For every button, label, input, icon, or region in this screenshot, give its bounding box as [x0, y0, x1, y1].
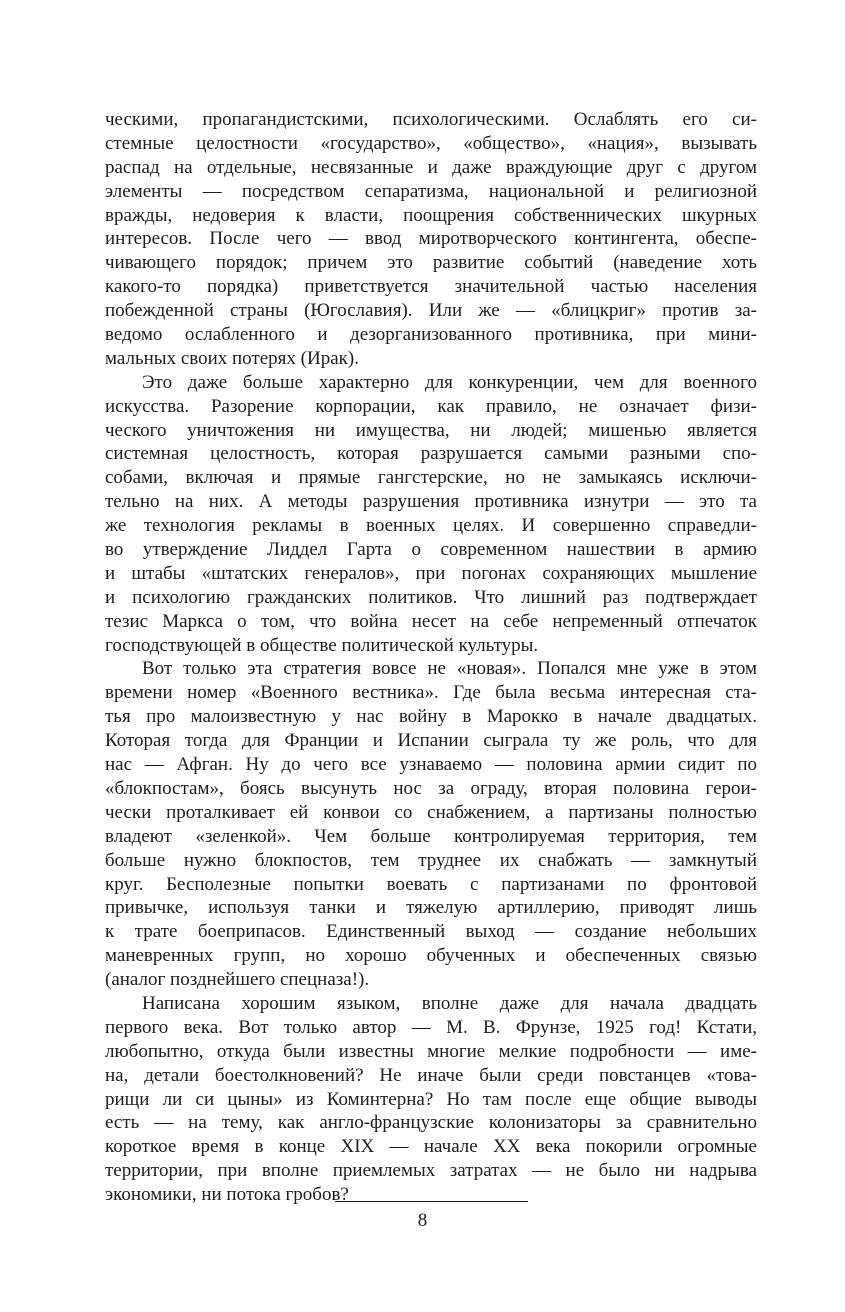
- paragraph: [105, 992, 757, 1207]
- text-line: чивающего порядок; причем это развитие событий (наведение хоть: [105, 252, 757, 274]
- text-line: и психологию гражданских политиков. Что лишний раз подтверждает: [105, 586, 757, 608]
- paragraph: [105, 657, 757, 991]
- text-line: стемные целостности «государство», «общество», «нация», вызывать: [105, 132, 757, 154]
- text-line: маневренных групп, но хорошо обученных и обеспеченных связью: [105, 945, 757, 967]
- text-line: же технология рекламы в военных целях. И совершенно справедли-: [105, 515, 757, 537]
- text-line: первого века. Вот только автор — М. В. Фрунзе, 1925 год! Кстати,: [105, 1016, 757, 1038]
- text-line: интересов. После чего — ввод миротворческого контингента, обеспе-: [105, 228, 757, 250]
- text-line: системная целостность, которая разрушается самыми разными спо-: [105, 443, 757, 465]
- text-line: нас — Афган. Ну до чего все узнаваемо — половина армии сидит по: [105, 754, 757, 776]
- text-line: есть — на тему, как англо-французские колонизаторы за сравнительно: [105, 1112, 757, 1134]
- text-line: Которая тогда для Франции и Испании сыграла ту же роль, что для: [105, 730, 757, 752]
- text-line: привычке, используя танки и тяжелую артиллерию, приводят лишь: [105, 897, 757, 919]
- text-line: мальных своих потерях (Ирак).: [105, 347, 359, 369]
- text-line: Написана хорошим языком, вполне даже для начала двадцать: [142, 992, 757, 1014]
- text-line: «блокпостам», боясь высунуть нос за ограду, вторая половина герои-: [105, 777, 757, 799]
- text-line: экономики, ни потока гробов?: [105, 1184, 349, 1206]
- text-line: вражды, недоверия к власти, поощрения собственнических шкурных: [105, 204, 757, 226]
- text-line: тезис Маркса о том, что война несет на себе непременный отпечаток: [105, 610, 757, 632]
- text-line: короткое время в конце XIX — начале XX века покорили огромные: [105, 1136, 757, 1158]
- text-line: Это даже больше характерно для конкуренции, чем для военного: [142, 371, 757, 393]
- paragraph: [105, 371, 757, 658]
- text-line: какого-то порядка) приветствуется значительной частью населения: [105, 276, 757, 298]
- text-line: Вот только эта стратегия вовсе не «новая». Попался мне уже в этом: [142, 658, 757, 680]
- text-line: ведомо ослабленного и дезорганизованного противника, при мини-: [105, 324, 757, 346]
- text-line: ческого уничтожения ни имущества, ни людей; мишенью является: [105, 419, 757, 441]
- text-line: элементы — посредством сепаратизма, национальной и религиозной: [105, 180, 757, 202]
- page-number: 8: [417, 1210, 428, 1231]
- text-line: тельно на них. А методы разрушения противника изнутри — это та: [105, 491, 757, 513]
- text-line: чески проталкивает ей конвои со снабжением, а партизаны полностью: [105, 801, 757, 823]
- text-line: времени номер «Военного вестника». Где была весьма интересная ста-: [105, 682, 757, 704]
- text-line: к трате боеприпасов. Единственный выход — создание небольших: [105, 921, 757, 943]
- text-line: на, детали боестолкновений? Не иначе были среди повстанцев «това-: [105, 1064, 757, 1086]
- text-line: круг. Бесполезные попытки воевать с партизанами по фронтовой: [105, 873, 757, 895]
- footer-rule: [335, 1201, 528, 1202]
- text-line: собами, включая и прямые гангстерские, но не замыкаясь исключи-: [105, 467, 757, 489]
- text-line: во утверждение Лиддел Гарта о современном нашествии в армию: [105, 539, 757, 561]
- paragraph: [105, 108, 757, 371]
- text-line: любопытно, откуда были известны многие мелкие подробности — име-: [105, 1040, 757, 1062]
- text-line: искусства. Разорение корпорации, как правило, не означает физи-: [105, 395, 757, 417]
- text-line: территории, при вполне приемлемых затратах — не было ни надрыва: [105, 1160, 757, 1182]
- text-line: ческими, пропагандистскими, психологическими. Ослаблять его си-: [105, 109, 757, 130]
- text-line: (аналог позднейшего спецназа!).: [105, 969, 370, 991]
- text-line: и штабы «штатских генералов», при погонах сохраняющих мышление: [105, 562, 757, 584]
- text-line: больше нужно блокпостов, тем труднее их снабжать — замкнутый: [105, 849, 757, 871]
- body-text: [105, 108, 757, 1207]
- text-line: владеют «зеленкой». Чем больше контролируемая территория, тем: [105, 825, 757, 847]
- text-line: господствующей в обществе политической культуры.: [105, 634, 539, 656]
- text-line: тья про малоизвестную у нас войну в Марокко в начале двадцатых.: [105, 706, 757, 728]
- text-line: рищи ли си цыны» из Коминтерна? Но там после еще общие выводы: [105, 1088, 757, 1110]
- text-line: побежденной страны (Югославия). Или же — «блицкриг» против за-: [105, 300, 757, 322]
- text-line: распад на отдельные, несвязанные и даже враждующие друг с другом: [105, 156, 757, 178]
